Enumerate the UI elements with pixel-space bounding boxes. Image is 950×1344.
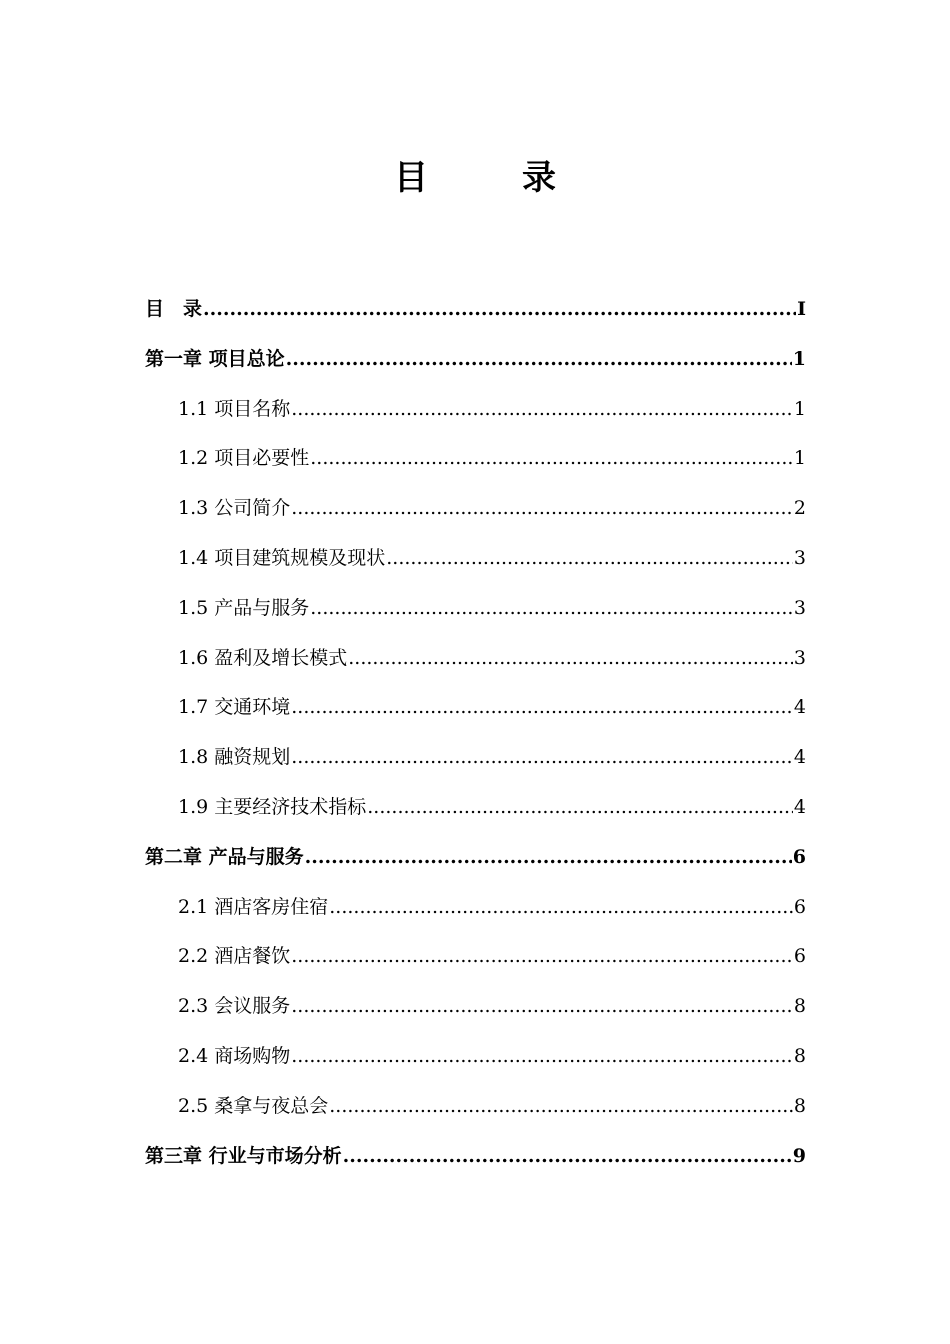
toc-entry-page: 1 [792, 347, 806, 370]
toc-dot-leader [329, 883, 793, 933]
toc-entry-page: 1 [793, 397, 806, 420]
toc-entry[interactable] [145, 335, 806, 385]
toc-entry[interactable] [145, 883, 806, 933]
toc-dot-leader [291, 683, 793, 733]
toc-entry-page: 1 [793, 447, 806, 470]
toc-entry-page: 9 [792, 1144, 806, 1167]
toc-entry[interactable] [145, 1082, 806, 1132]
toc-dot-leader [386, 534, 793, 584]
toc-dot-leader [329, 1082, 793, 1132]
toc-dot-leader [343, 1132, 792, 1182]
toc-dot-leader [291, 982, 793, 1032]
toc-entry-page: 3 [793, 646, 806, 669]
toc-entry[interactable] [145, 285, 806, 335]
toc-entry-page: 4 [793, 696, 806, 719]
toc-dot-leader [310, 584, 793, 634]
toc-entry-label: 1.1 项目名称 [178, 397, 291, 420]
toc-entry[interactable] [145, 932, 806, 982]
toc-entry-label: 2.2 酒店餐饮 [178, 945, 291, 968]
toc-dot-leader [367, 783, 793, 833]
toc-entry-label: 2.4 商场购物 [178, 1044, 291, 1067]
toc-entry[interactable] [145, 634, 806, 684]
toc-entry-page: 8 [793, 995, 806, 1018]
toc-entry-page: 8 [793, 1044, 806, 1067]
toc-entry-label: 1.5 产品与服务 [178, 596, 310, 619]
toc-entry[interactable] [145, 733, 806, 783]
toc-entry-page: 6 [793, 945, 806, 968]
toc-entry-page: I [797, 298, 806, 320]
toc-entry[interactable] [145, 534, 806, 584]
toc-entry-label: 第二章 产品与服务 [145, 845, 304, 868]
toc-entry[interactable] [145, 982, 806, 1032]
toc-entry[interactable] [145, 783, 806, 833]
toc-dot-leader [291, 733, 793, 783]
toc-dot-leader [291, 1032, 793, 1082]
toc-dot-leader [305, 833, 792, 883]
toc-entry-page: 8 [793, 1094, 806, 1117]
toc-entry-label: 2.1 酒店客房住宿 [178, 895, 329, 918]
toc-entry-page: 3 [793, 546, 806, 569]
toc-entry-page: 6 [793, 895, 806, 918]
toc-entry[interactable] [145, 584, 806, 634]
toc-entry[interactable] [145, 385, 806, 435]
toc-entry[interactable] [145, 683, 806, 733]
toc-dot-leader [310, 434, 793, 484]
toc-entry-label: 1.9 主要经济技术指标 [178, 795, 367, 818]
toc-dot-leader [286, 335, 792, 385]
toc-entry-page: 2 [793, 497, 806, 520]
toc-entry-label: 第三章 行业与市场分析 [145, 1144, 342, 1167]
page-title: 目 录 [394, 158, 586, 198]
toc-dot-leader [291, 484, 793, 534]
toc-entry-page: 6 [792, 845, 806, 868]
toc-entry-label: 1.2 项目必要性 [178, 447, 310, 470]
toc-entry-page: 3 [793, 596, 806, 619]
toc-dot-leader [203, 285, 796, 335]
toc-entry-page: 4 [793, 795, 806, 818]
toc-entry-label: 2.5 桑拿与夜总会 [178, 1094, 329, 1117]
toc-dot-leader [348, 634, 793, 684]
toc-dot-leader [291, 932, 793, 982]
toc-entry-label: 1.8 融资规划 [178, 746, 291, 769]
toc-entry-label: 1.3 公司简介 [178, 497, 291, 520]
toc-entry-label: 2.3 会议服务 [178, 995, 291, 1018]
toc-entry-page: 4 [793, 746, 806, 769]
toc-entry[interactable] [145, 1032, 806, 1082]
table-of-contents [145, 285, 806, 1181]
toc-entry-label: 第一章 项目总论 [145, 347, 285, 370]
toc-entry-label: 1.4 项目建筑规模及现状 [178, 546, 386, 569]
toc-dot-leader [291, 385, 793, 435]
toc-entry-label: 目 录 [145, 298, 203, 320]
toc-entry[interactable] [145, 434, 806, 484]
toc-entry[interactable] [145, 833, 806, 883]
toc-entry-label: 1.6 盈利及增长模式 [178, 646, 348, 669]
toc-entry[interactable] [145, 1132, 806, 1182]
toc-entry-label: 1.7 交通环境 [178, 696, 291, 719]
toc-entry[interactable] [145, 484, 806, 534]
